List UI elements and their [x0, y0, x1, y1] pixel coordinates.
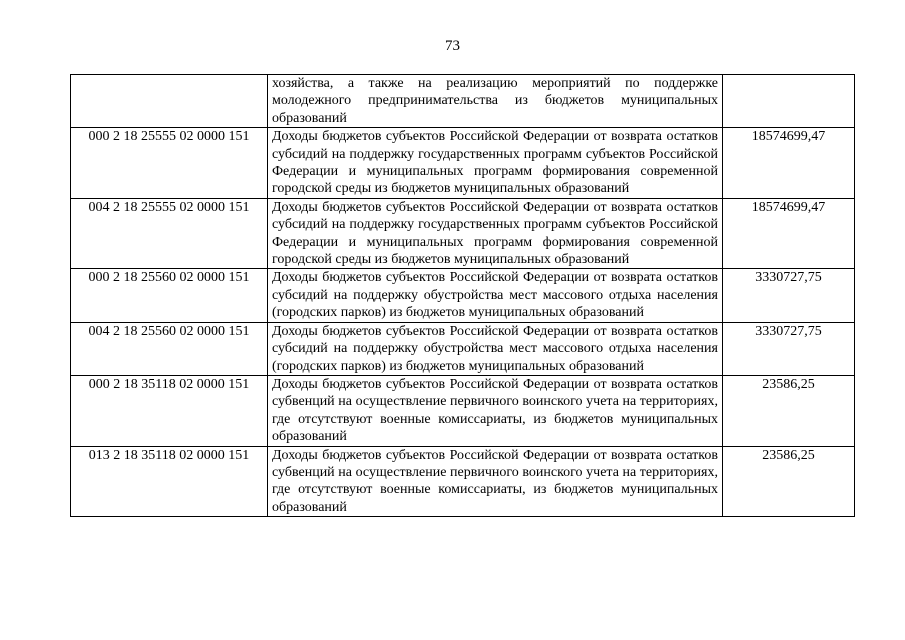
description-cell: Доходы бюджетов субъектов Российской Федерации от возврата остатков субсидий на поддержку государственных программ субъектов Российской Федерации и муниципальных программ формирования современной городской среды из бюджетов муниципальных образований — [268, 128, 723, 199]
table-row — [71, 322, 855, 375]
amount-cell: 18574699,47 — [723, 198, 855, 269]
amount-cell: 3330727,75 — [723, 269, 855, 322]
description-cell: Доходы бюджетов субъектов Российской Федерации от возврата остатков субсидий на поддержку государственных программ субъектов Российской Федерации и муниципальных программ формирования современной городской среды из бюджетов муниципальных образований — [268, 198, 723, 269]
table-row — [71, 75, 855, 128]
table-row — [71, 375, 855, 446]
description-cell: Доходы бюджетов субъектов Российской Федерации от возврата остатков субсидий на поддержку обустройства мест массового отдыха населения (городских парков) из бюджетов муниципальных образований — [268, 269, 723, 322]
table-row — [71, 198, 855, 269]
amount-cell: 23586,25 — [723, 446, 855, 517]
description-cell: Доходы бюджетов субъектов Российской Федерации от возврата остатков субвенций на осуществление первичного воинского учета на территориях, где отсутствуют военные комиссариаты, из бюджетов муниципальных образований — [268, 375, 723, 446]
amount-cell: 3330727,75 — [723, 322, 855, 375]
budget-code-cell: 004 2 18 25560 02 0000 151 — [71, 322, 268, 375]
budget-code-cell: 000 2 18 35118 02 0000 151 — [71, 375, 268, 446]
budget-code-cell: 013 2 18 35118 02 0000 151 — [71, 446, 268, 517]
budget-code-cell: 004 2 18 25555 02 0000 151 — [71, 198, 268, 269]
budget-code-cell: 000 2 18 25555 02 0000 151 — [71, 128, 268, 199]
table-row — [71, 269, 855, 322]
description-cell: Доходы бюджетов субъектов Российской Федерации от возврата остатков субвенций на осуществление первичного воинского учета на территориях, где отсутствуют военные комиссариаты, из бюджетов муниципальных образований — [268, 446, 723, 517]
budget-code-cell — [71, 75, 268, 128]
amount-cell: 23586,25 — [723, 375, 855, 446]
amount-cell — [723, 75, 855, 128]
amount-cell: 18574699,47 — [723, 128, 855, 199]
table-row — [71, 446, 855, 517]
description-cell: Доходы бюджетов субъектов Российской Федерации от возврата остатков субсидий на поддержку обустройства мест массового отдыха населения (городских парков) из бюджетов муниципальных образований — [268, 322, 723, 375]
table-row — [71, 128, 855, 199]
budget-code-cell: 000 2 18 25560 02 0000 151 — [71, 269, 268, 322]
budget-revenue-table — [70, 74, 855, 517]
description-cell: хозяйства, а также на реализацию мероприятий по поддержке молодежного предпринимательства из бюджетов муниципальных образований — [268, 75, 723, 128]
page-number: 73 — [445, 38, 460, 54]
